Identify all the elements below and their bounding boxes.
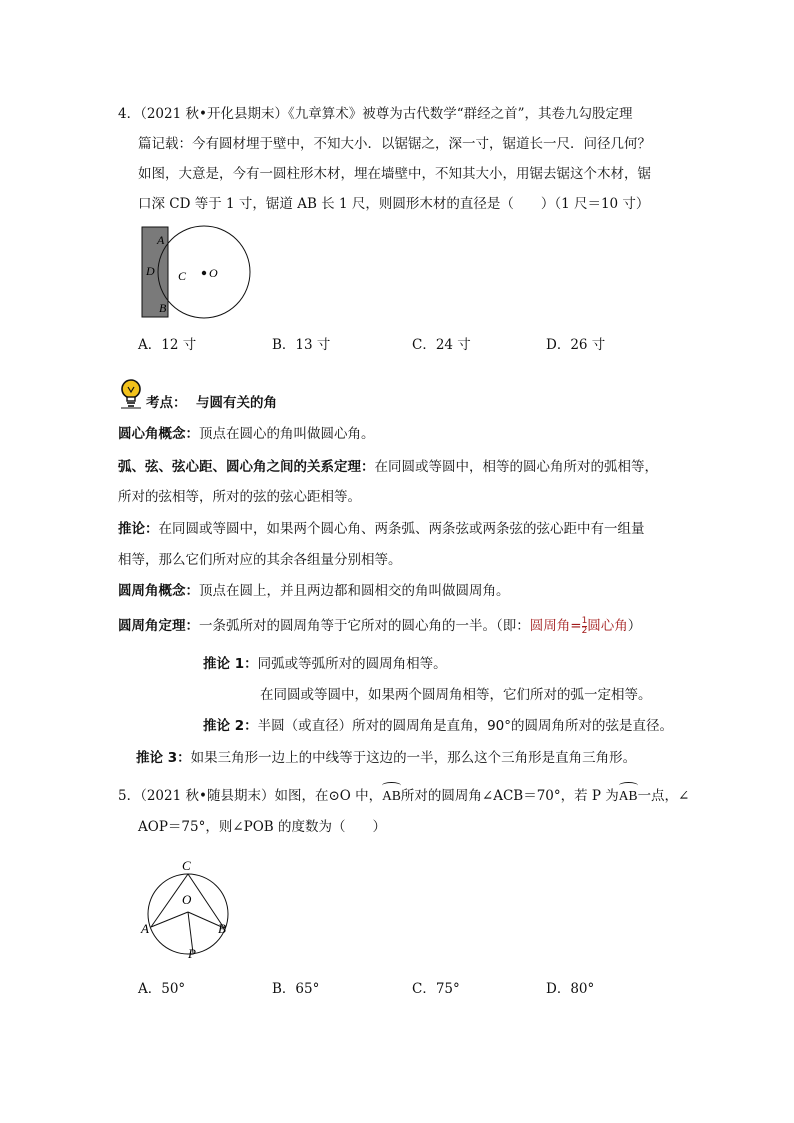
knowledge-corollary: [118, 519, 645, 539]
label-D: D: [146, 264, 155, 278]
formula-part1: 圆周角=: [529, 618, 582, 634]
relation-theorem-label: 弧、弦、弦心距、圆心角之间的关系定理：: [118, 459, 375, 475]
knowledge-corollary-2: [203, 716, 673, 736]
knowledge-heading-prefix: 考点：: [146, 395, 187, 411]
corollary-1-text: 同弧或等弧所对的圆周角相等。: [257, 656, 447, 672]
q4-option-a[interactable]: A．12 寸: [138, 337, 197, 353]
lightbulb-icon: [119, 378, 143, 410]
q5-text-3: 一点，∠: [637, 788, 690, 804]
label-B: B: [218, 921, 226, 936]
corollary-3-label: 推论 3：: [136, 750, 191, 766]
q4-option-c[interactable]: C．24 寸: [412, 337, 471, 353]
knowledge-inscribed-theorem: [118, 616, 641, 636]
corollary-cont: 相等，那么它们所对应的其余各组量分别相等。: [118, 552, 402, 568]
inscribed-angle-label: 圆周角概念：: [118, 583, 199, 599]
label-O: O: [209, 266, 218, 280]
knowledge-corollary-1: [203, 654, 447, 674]
q5-option-b[interactable]: B．65°: [272, 981, 320, 997]
label-A: A: [157, 233, 165, 247]
corollary-3-text: 如果三角形一边上的中线等于这边的一半，那么这个三角形是直角三角形。: [190, 750, 637, 766]
relation-theorem-text: 在同圆或等圆中，相等的圆心角所对的弧相等，: [374, 459, 658, 475]
arc-ab-1: AB: [382, 786, 401, 806]
fraction-denominator: 2: [581, 625, 588, 636]
q5-option-c[interactable]: C．75°: [412, 981, 460, 997]
knowledge-relation-theorem: [118, 457, 658, 477]
label-B: B: [159, 301, 167, 315]
label-C: C: [178, 269, 187, 283]
q4-line4: 口深 CD 等于 1 寸，锯道 AB 长 1 尺，则圆形木材的直径是（ ）（1 尺＝10 寸）: [138, 196, 650, 212]
central-angle-text: 顶点在圆心的角叫做圆心角。: [199, 426, 375, 442]
inscribed-theorem-label: 圆周角定理：: [118, 618, 199, 634]
q5-text-2: 所对的圆周角∠ACB＝70°，若 P 为: [400, 788, 619, 804]
label-C: C: [182, 858, 191, 873]
q5-text-1: 5．（2021 秋•随县期末）如图，在⊙O 中，: [118, 788, 383, 804]
q5-option-a[interactable]: A．50°: [138, 981, 186, 997]
knowledge-heading: 与圆有关的角: [196, 395, 277, 411]
formula-close: ）: [627, 618, 642, 634]
q5-line1: [118, 786, 689, 806]
central-angle-label: 圆心角概念：: [118, 426, 199, 442]
inscribed-angle-text: 顶点在圆上，并且两边都和圆相交的角叫做圆周角。: [199, 583, 510, 599]
center-dot: [202, 271, 206, 275]
arc-ab-2: AB: [619, 786, 638, 806]
relation-theorem-cont: 所对的弦相等，所对的弦的弦心距相等。: [118, 489, 361, 505]
label-O: O: [182, 892, 192, 907]
corollary-label: 推论：: [118, 521, 159, 537]
q5-figure: [138, 852, 238, 962]
knowledge-central-angle: [118, 424, 375, 444]
corollary-2-label: 推论 2：: [203, 718, 258, 734]
fraction-numerator: 1: [581, 615, 588, 626]
q5-line2: AOP＝75°，则∠POB 的度数为（ ）: [138, 819, 387, 835]
inscribed-theorem-text: 一条弧所对的圆周角等于它所对的圆心角的一半。（即：: [199, 618, 530, 634]
corollary-1-label: 推论 1：: [203, 656, 258, 672]
formula-part2: 圆心角: [587, 618, 628, 634]
corollary-1-cont: 在同圆或等圆中，如果两个圆周角相等，它们所对的弧一定相等。: [260, 687, 652, 703]
q4-figure: [138, 222, 262, 322]
q4-option-d[interactable]: D．26 寸: [546, 337, 606, 353]
q4-line1: 4．（2021 秋•开化县期末）《九章算术》被尊为古代数学“群经之首”，其卷九勾股定理: [118, 106, 633, 122]
q4-line3: 如图，大意是，今有一圆柱形木材，埋在墙壁中，不知其大小，用锯去锯这个木材，锯: [138, 166, 651, 182]
q5-option-d[interactable]: D．80°: [546, 981, 595, 997]
knowledge-inscribed-angle: [118, 581, 510, 601]
corollary-text: 在同圆或等圆中，如果两个圆心角、两条弧、两条弦或两条弦的弦心距中有一组量: [158, 521, 645, 537]
corollary-2-text: 半圆（或直径）所对的圆周角是直角，90°的圆周角所对的弦是直径。: [257, 718, 674, 734]
label-P: P: [188, 946, 196, 961]
q4-line2: 篇记载：今有圆材埋于壁中，不知大小．以锯锯之，深一寸，锯道长一尺．问径几何？: [138, 136, 651, 152]
q4-option-b[interactable]: B．13 寸: [272, 337, 331, 353]
knowledge-corollary-3: [136, 748, 636, 768]
label-A: A: [141, 921, 149, 936]
